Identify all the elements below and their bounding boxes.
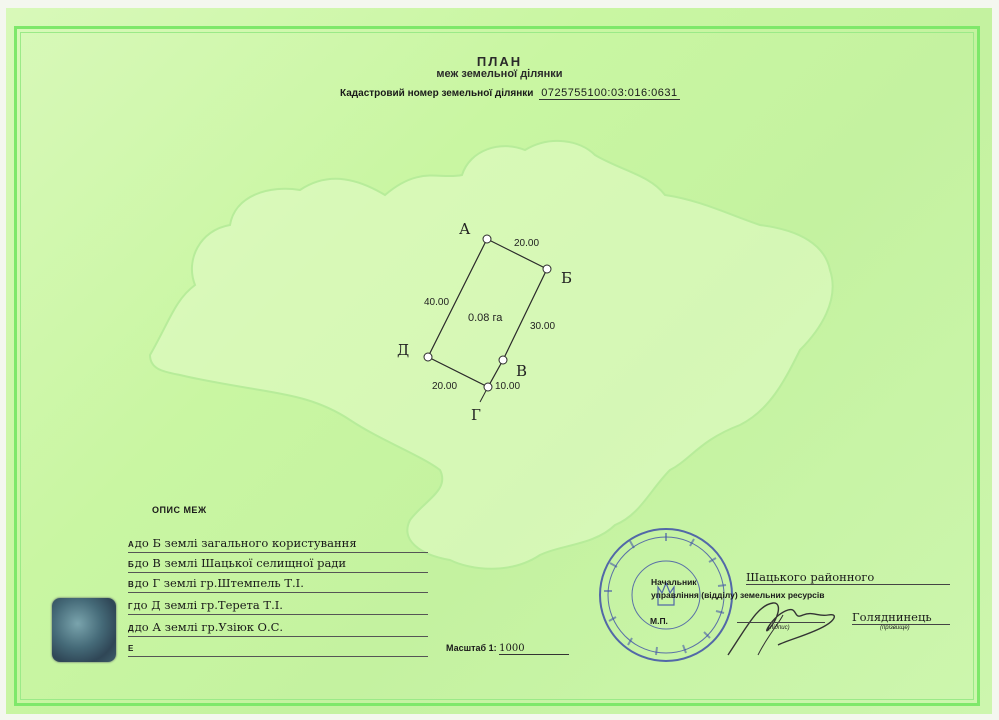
plan-title: ПЛАН <box>476 54 523 69</box>
vertex-label-d: Д <box>397 341 410 359</box>
vertex-marker-b <box>543 265 551 273</box>
vertex-label-v: В <box>516 362 528 380</box>
boundary-row-1 <box>128 536 428 553</box>
edge-label-ab: 20.00 <box>514 238 540 249</box>
edge-label-bv: 30.00 <box>530 321 556 332</box>
vertex-marker-g <box>484 383 492 391</box>
boundary-text: до Б землі загального користування <box>134 536 357 550</box>
signature-caption: (підпис) <box>768 625 790 631</box>
boundary-from: Е <box>128 644 134 653</box>
vertex-marker-d <box>424 353 432 361</box>
boundary-from: Д <box>128 624 134 633</box>
edge-label-gd: 20.00 <box>432 381 458 392</box>
scale-label: Масштаб 1: <box>446 643 497 653</box>
boundary-from: Б <box>128 560 134 569</box>
scale-value: 1000 <box>499 643 569 655</box>
vertex-label-b: Б <box>561 269 573 287</box>
boundary-text: до Д землі гр.Терета Т.І. <box>133 598 283 612</box>
boundary-row-2 <box>128 556 428 573</box>
cadastre-number: 0725755100:03:016:0631 <box>541 87 678 99</box>
boundary-from: В <box>128 580 134 589</box>
cadastre-label: Кадастровий номер земельної ділянки <box>340 88 534 99</box>
chief-label-line2: управління (відділу) земельних ресурсів <box>651 590 825 600</box>
vertex-label-a: А <box>459 220 471 238</box>
boundaries-title: ОПИС МЕЖ <box>152 505 207 515</box>
edge-label-da: 40.00 <box>424 297 450 308</box>
vertex-marker-v <box>499 356 507 364</box>
boundary-text: до В землі Шацької селищної ради <box>134 556 347 570</box>
vertex-label-g: Г <box>471 406 481 424</box>
boundary-row-5 <box>128 620 428 637</box>
seal-place-label: М.П. <box>650 616 668 626</box>
chief-label-line1: Начальник <box>651 577 697 587</box>
district-name: Шацького районного <box>746 570 950 585</box>
plot-area-label: 0.08 га <box>468 312 503 324</box>
boundary-row-6 <box>128 640 428 657</box>
boundary-row-3 <box>128 576 428 593</box>
boundary-from: А <box>128 540 134 549</box>
edge-label-vg: 10.00 <box>495 381 521 392</box>
scale-row <box>446 643 569 655</box>
hologram-sticker-icon <box>52 598 116 662</box>
surname-caption: (прізвище) <box>880 625 910 631</box>
boundary-text: до А землі гр.Узіюк О.С. <box>134 620 284 634</box>
signatory-surname: Голяднинець <box>852 610 950 625</box>
boundary-row-4 <box>128 598 428 615</box>
boundary-from: Г <box>128 602 133 611</box>
signature-line <box>737 622 825 623</box>
boundary-text: до Г землі гр.Штемпель Т.І. <box>134 576 304 590</box>
vertex-marker-a <box>483 235 491 243</box>
plan-subtitle: меж земельної ділянки <box>436 68 563 80</box>
